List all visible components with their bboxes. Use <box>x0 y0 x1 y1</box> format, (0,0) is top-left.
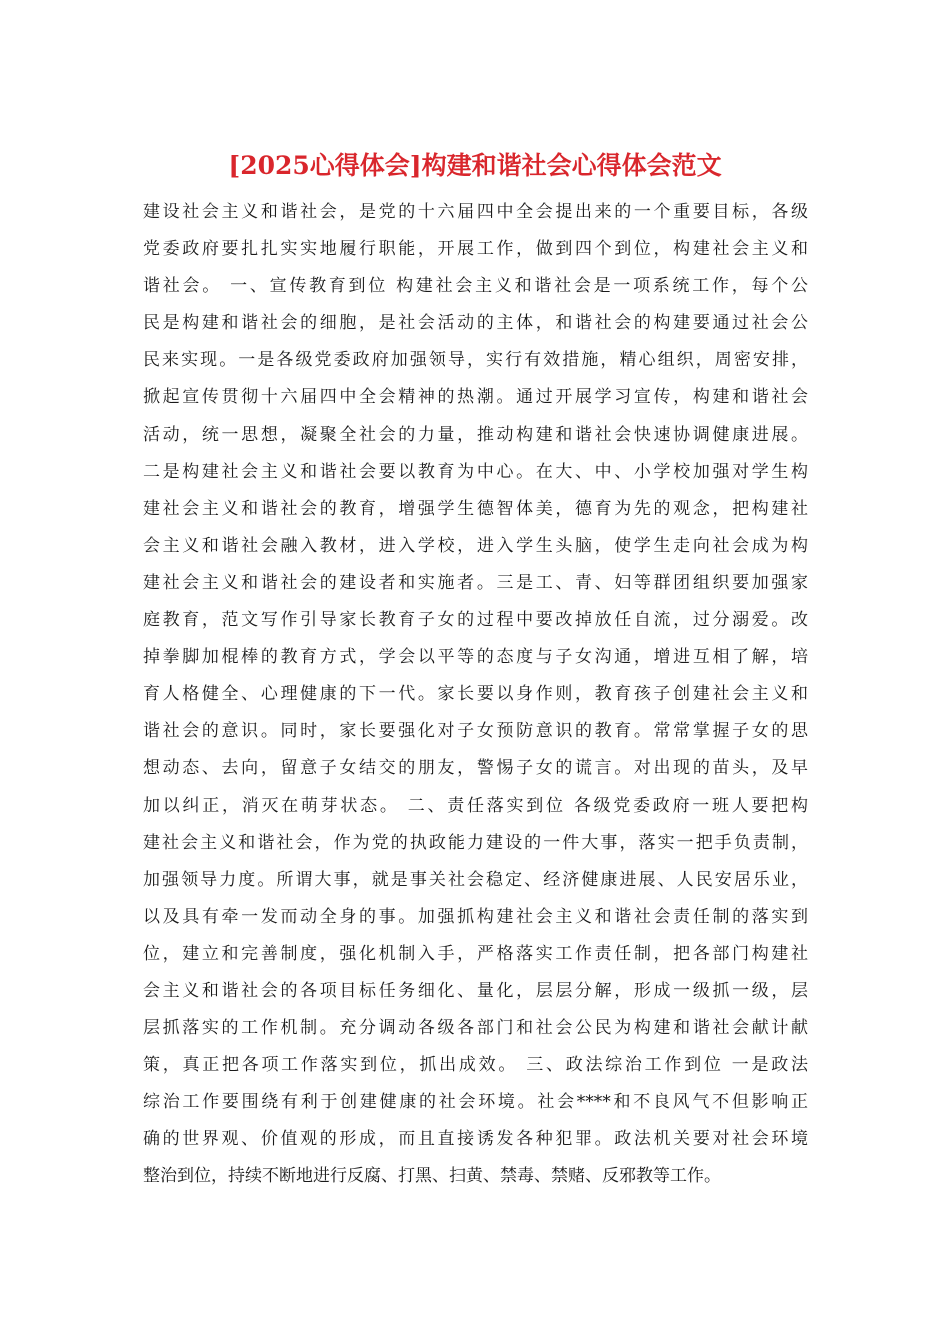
body-text-line: 加以纠正，消灭在萌芽状态。 二、责任落实到位 各级党委政府一班人要把构 <box>143 795 808 816</box>
body-text-line: 庭教育，范文写作引导家长教育子女的过程中要改掉放任自流，过分溺爱。改 <box>143 610 808 631</box>
body-text-line: 想动态、去向，留意子女结交的朋友，警惕子女的谎言。对出现的苗头，及早 <box>143 758 808 779</box>
body-text-line: 建社会主义和谐社会，作为党的执政能力建设的一件大事，落实一把手负责制， <box>143 832 808 853</box>
body-text-line: 活动，统一思想，凝聚全社会的力量，推动构建和谐社会快速协调健康进展。 <box>143 424 808 445</box>
body-text-line: 综治工作要围绕有利于创建健康的社会环境。社会****和不良风气不但影响正 <box>143 1092 808 1113</box>
body-text-line: 掉拳脚加棍棒的教育方式，学会以平等的态度与子女沟通，增进互相了解，培 <box>143 647 808 668</box>
document-body <box>143 194 808 1196</box>
body-text-line: 育人格健全、心理健康的下一代。家长要以身作则，教育孩子创建社会主义和 <box>143 684 808 705</box>
document-title: [2025心得体会]构建和谐社会心得体会范文 <box>228 151 722 180</box>
body-text-line: 会主义和谐社会融入教材，进入学校，进入学生头脑，使学生走向社会成为构 <box>143 535 808 556</box>
body-text-line: 民是构建和谐社会的细胞，是社会活动的主体，和谐社会的构建要通过社会公 <box>143 313 808 334</box>
body-text-line: 会主义和谐社会的各项目标任务细化、量化，层层分解，形成一级抓一级，层 <box>143 980 808 1001</box>
body-text-line: 加强领导力度。所谓大事，就是事关社会稳定、经济健康进展、人民安居乐业， <box>143 869 808 890</box>
body-text-line: 整治到位，持续不断地进行反腐、打黑、扫黄、禁毒、禁赌、反邪教等工作。 <box>143 1166 721 1187</box>
body-text-line: 层抓落实的工作机制。充分调动各级各部门和社会公民为构建和谐社会献计献 <box>143 1018 808 1039</box>
body-text-line: 党委政府要扎扎实实地履行职能，开展工作，做到四个到位，构建社会主义和 <box>143 239 808 260</box>
body-text-line: 策，真正把各项工作落实到位，抓出成效。 三、政法综治工作到位 一是政法 <box>143 1055 808 1076</box>
body-text-line: 民来实现。一是各级党委政府加强领导，实行有效措施，精心组织，周密安排， <box>143 350 808 371</box>
body-text-line: 建设社会主义和谐社会，是党的十六届四中全会提出来的一个重要目标，各级 <box>143 202 808 222</box>
body-text-line: 谐社会。 一、宣传教育到位 构建社会主义和谐社会是一项系统工作，每个公 <box>143 276 808 297</box>
body-text-line: 二是构建社会主义和谐社会要以教育为中心。在大、中、小学校加强对学生构 <box>143 461 808 482</box>
body-text-line: 掀起宣传贯彻十六届四中全会精神的热潮。通过开展学习宣传，构建和谐社会 <box>143 387 808 408</box>
body-text-line: 位，建立和完善制度，强化机制入手，严格落实工作责任制，把各部门构建社 <box>143 943 808 964</box>
body-text-line: 确的世界观、价值观的形成，而且直接诱发各种犯罪。政法机关要对社会环境 <box>143 1129 808 1150</box>
body-text-line: 以及具有牵一发而动全身的事。加强抓构建社会主义和谐社会责任制的落实到 <box>143 906 808 927</box>
body-text-line: 谐社会的意识。同时，家长要强化对子女预防意识的教育。常常掌握子女的思 <box>143 721 808 742</box>
body-text-line: 建社会主义和谐社会的建设者和实施者。三是工、青、妇等群团组织要加强家 <box>143 572 808 593</box>
body-text-line: 建社会主义和谐社会的教育，增强学生德智体美，德育为先的观念，把构建社 <box>143 498 808 519</box>
